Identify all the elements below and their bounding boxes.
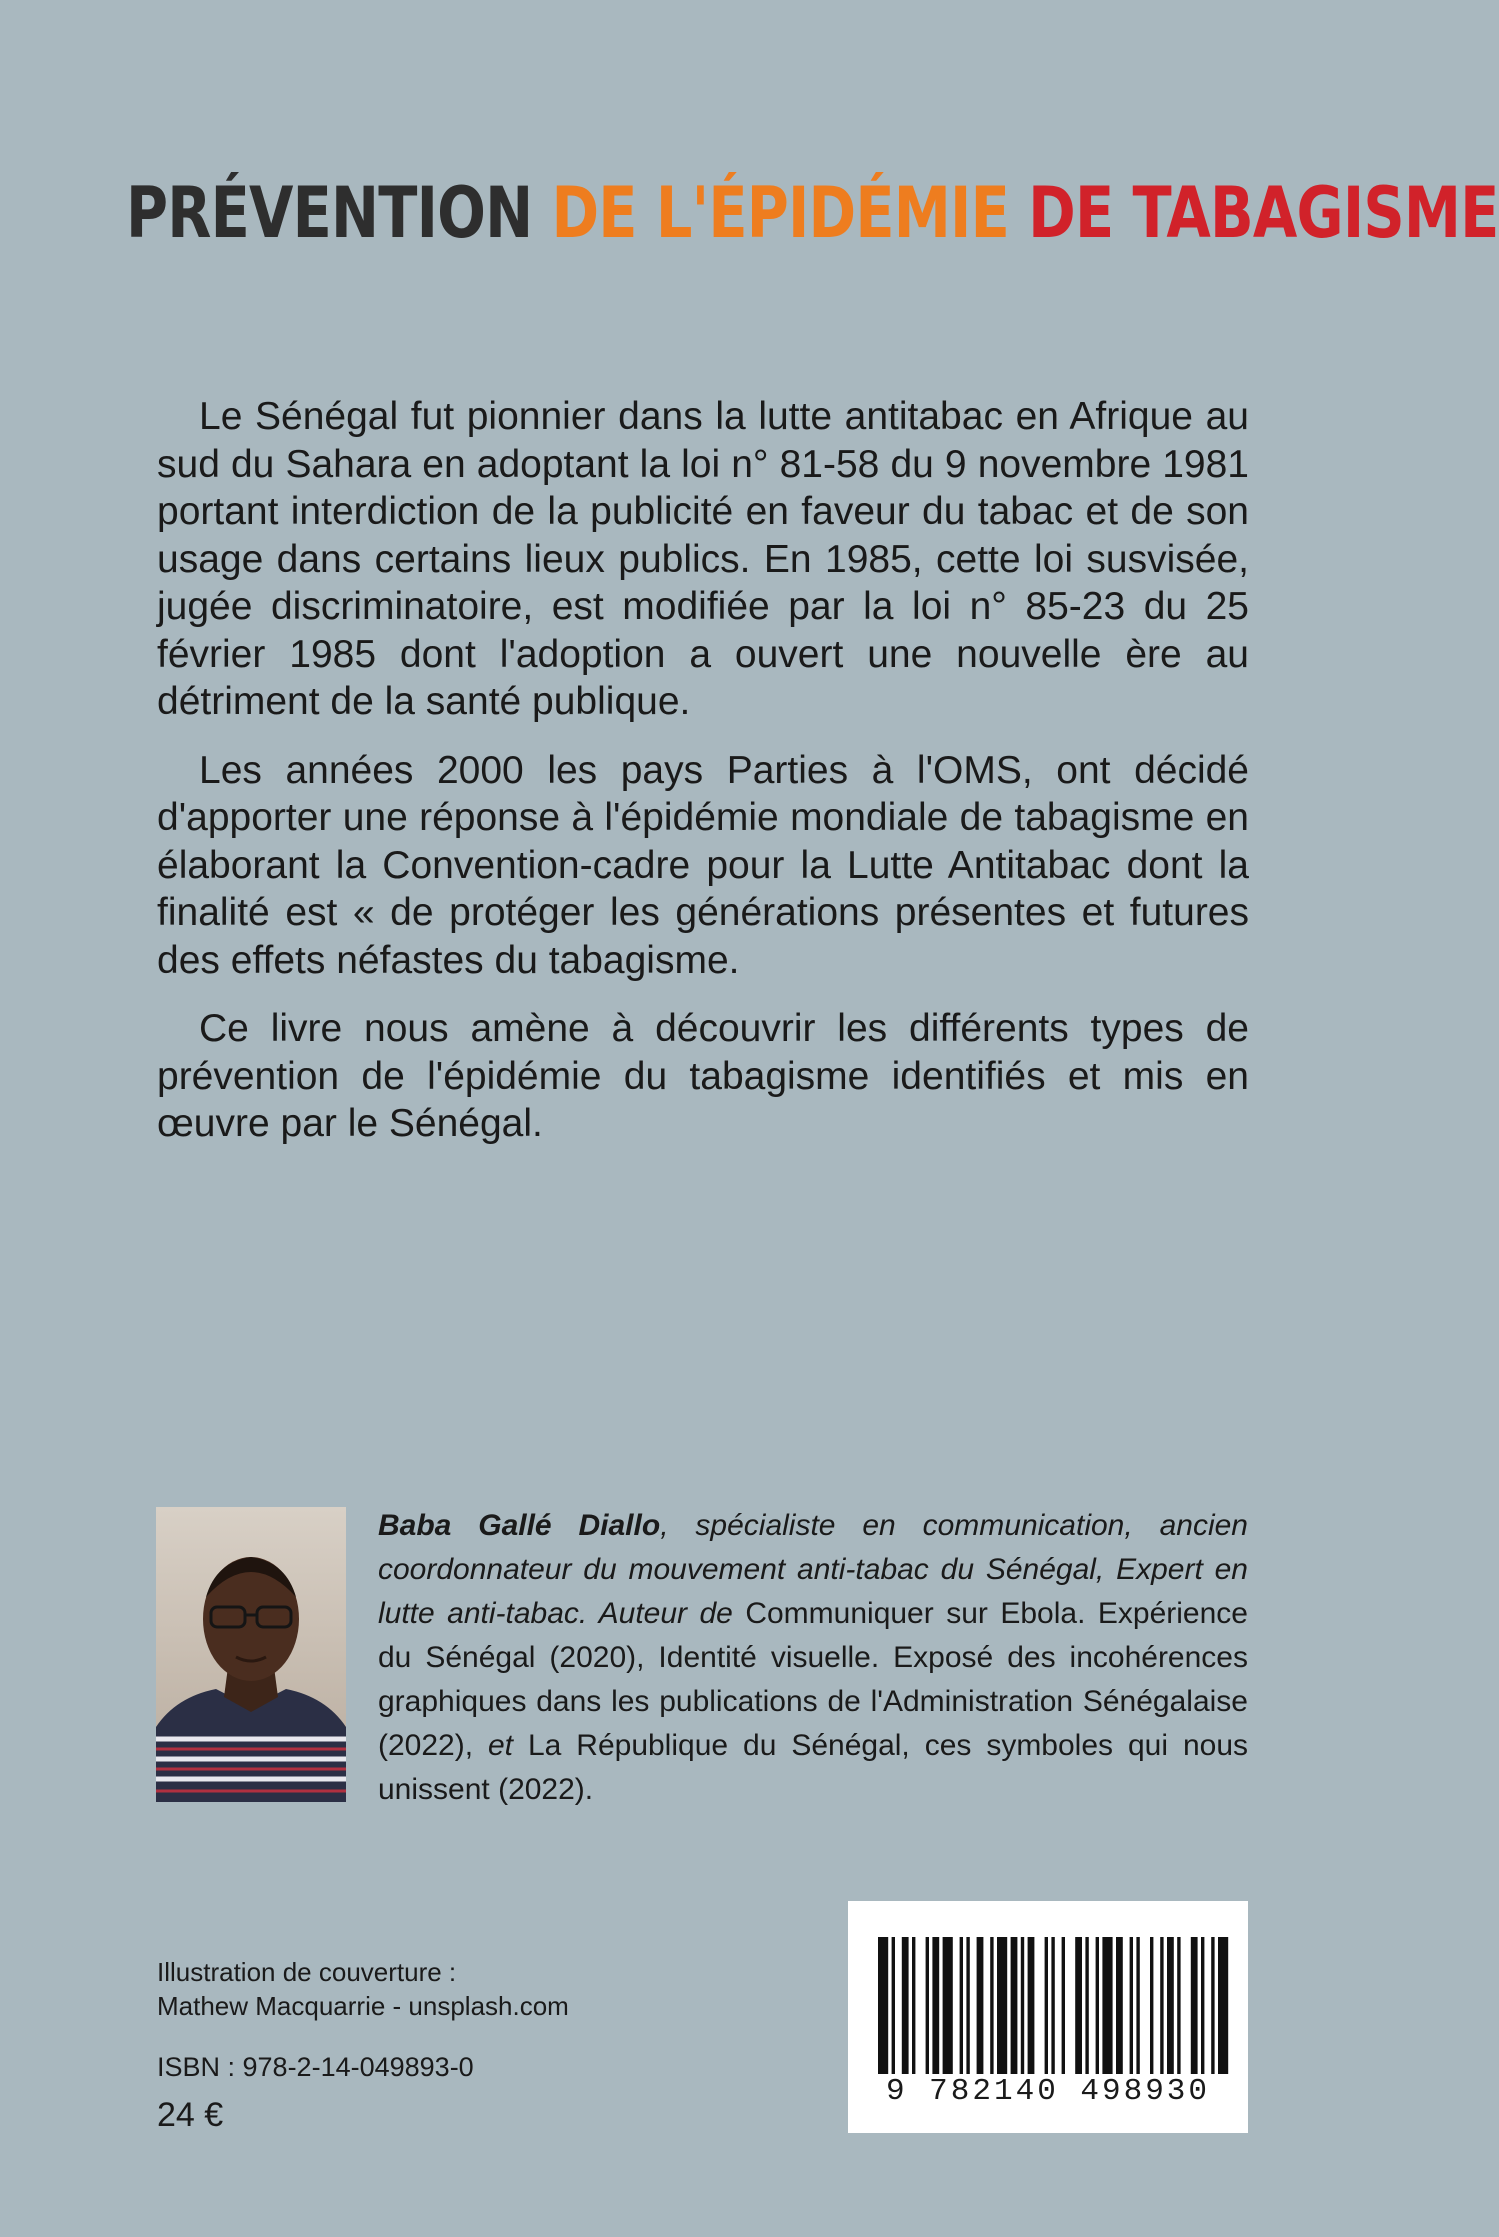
summary-paragraph: Ce livre nous amène à découvrir les différents types de prévention de l'épidémie du tabagisme identifiés et mis en œuvre par le Sénégal.	[157, 1007, 1249, 1145]
title-part-2: DE L'ÉPIDÉMIE	[551, 172, 1009, 254]
barcode-bar	[878, 1937, 888, 2089]
barcode-bar	[1011, 1937, 1018, 2089]
barcode-bar	[1116, 1937, 1123, 2089]
price: 24 €	[157, 2096, 224, 2134]
barcode	[848, 1901, 1248, 2133]
barcode-digits: 9 782140 498930	[864, 2074, 1232, 2109]
barcode-bar	[966, 1937, 969, 2089]
author-role: , spécialiste en communication, ancien coordonnateur du mouvement anti-tabac du Sénégal, Expert en lutte anti-tabac. Auteur de	[378, 1509, 1248, 1630]
barcode-bar	[1130, 1937, 1133, 2089]
barcode-bar	[932, 1937, 939, 2089]
barcode-bar	[1191, 1937, 1198, 2089]
barcode-bar	[960, 1937, 963, 2089]
barcode-bar	[1150, 1937, 1153, 2089]
barcode-bar	[1201, 1937, 1204, 2089]
author-conjunction: et	[488, 1729, 514, 1762]
author-biography	[378, 1504, 1248, 1812]
author-book-1: Communiquer sur Ebola. Expérience du Sénégal (2020), Identité visuelle. Exposé des incohérences graphiques dans les publications de l'Administration Sénégalaise (2022),	[378, 1597, 1248, 1762]
author-photo	[156, 1507, 346, 1802]
barcode-bar	[1177, 1937, 1180, 2089]
barcode-bar	[1136, 1937, 1139, 2089]
book-summary	[157, 393, 1249, 1169]
barcode-bar	[943, 1937, 953, 2089]
barcode-bar	[1021, 1937, 1024, 2089]
barcode-bar	[1075, 1937, 1082, 2089]
barcode-bar	[892, 1937, 895, 2089]
author-book-2: La République du Sénégal, ces symboles qui nous unissent (2022).	[378, 1729, 1248, 1806]
barcode-bar	[1051, 1937, 1054, 2089]
barcode-bar	[902, 1937, 909, 2089]
barcode-bar	[1102, 1937, 1112, 2089]
barcode-bar	[977, 1937, 984, 2089]
summary-paragraph: Les années 2000 les pays Parties à l'OMS, ont décidé d'apporter une réponse à l'épidémie mondiale de tabagisme en élaborant la Convention-cadre pour la Lutte Antitabac dont la finalité est « de protéger les générations présentes et futures des effets néfastes du tabagisme.	[157, 748, 1249, 982]
barcode-bar	[1167, 1937, 1174, 2089]
barcode-bar	[1045, 1937, 1048, 2089]
barcode-bar	[1062, 1937, 1065, 2089]
barcode-bar	[1096, 1937, 1099, 2089]
author-portrait-image	[156, 1507, 346, 1802]
credit-line-1: Illustration de couverture :	[157, 1957, 457, 1987]
title-part-3: DE TABAGISME	[1028, 172, 1499, 254]
author-name: Baba Gallé Diallo	[378, 1509, 661, 1542]
barcode-bar	[912, 1937, 915, 2089]
credit-line-2: Mathew Macquarrie - unsplash.com	[157, 1991, 569, 2021]
barcode-bar	[1028, 1937, 1035, 2089]
barcode-bar	[1218, 1937, 1228, 2089]
barcode-bar	[1085, 1937, 1088, 2089]
barcode-bar	[1160, 1937, 1163, 2089]
barcode-bar	[990, 1937, 993, 2089]
isbn: ISBN : 978-2-14-049893-0	[157, 2052, 474, 2082]
barcode-bar	[1211, 1937, 1214, 2089]
barcode-bar	[926, 1937, 929, 2089]
cover-credit	[157, 1955, 569, 2023]
summary-paragraph: Le Sénégal fut pionnier dans la lutte antitabac en Afrique au sud du Sahara en adoptant la loi n° 81-58 du 9 novembre 1981 portant interdiction de la publicité en faveur du tabac et de son usage dans certains lieux publics. En 1985, cette loi susvisée, jugée discriminatoire, est modifiée par la loi n° 85-23 du 25 février 1985 dont l'adoption a ouvert une nouvelle ère au détriment de la santé publique.	[157, 395, 1249, 723]
barcode-bar	[997, 1937, 1007, 2089]
title-part-1: PRÉVENTION	[126, 172, 533, 254]
book-title	[126, 172, 1499, 254]
